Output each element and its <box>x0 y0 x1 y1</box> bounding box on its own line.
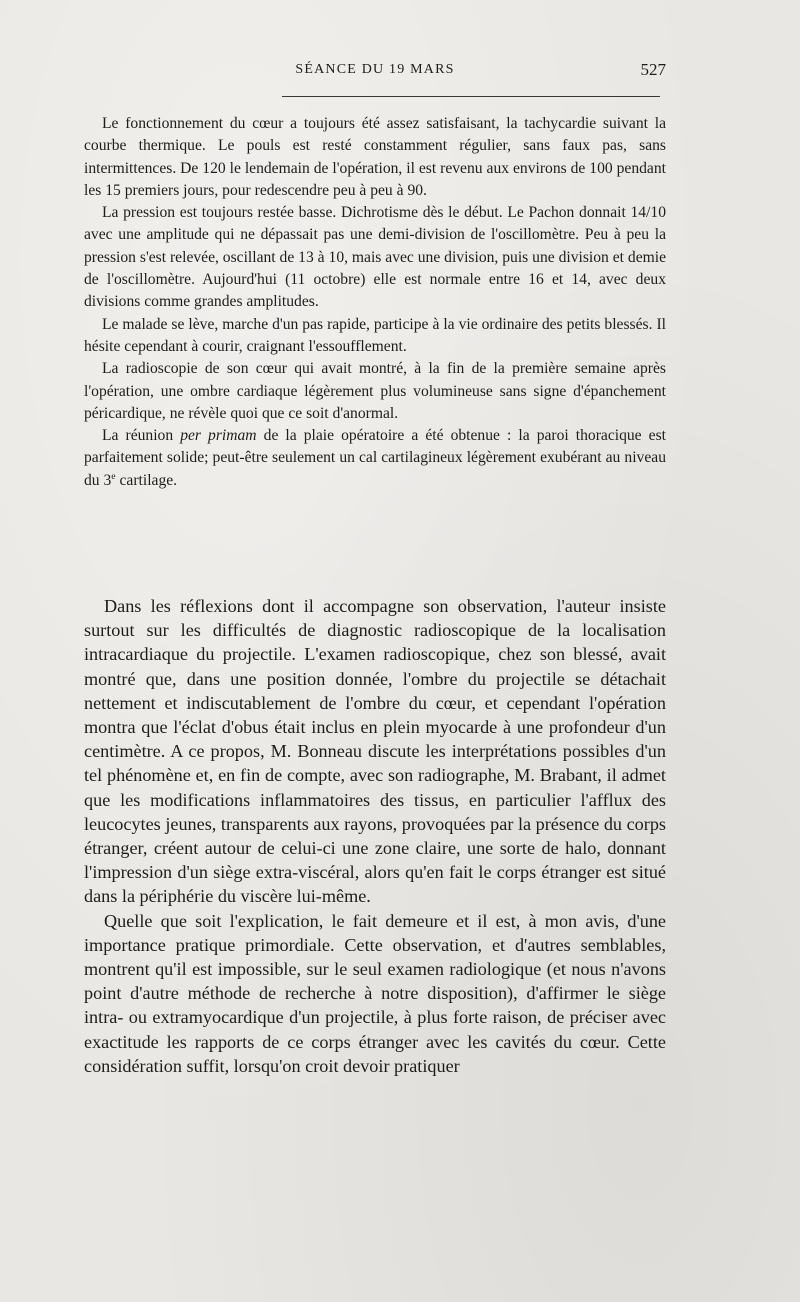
paragraph-wound-healing <box>84 425 666 492</box>
header-title: SÉANCE DU 19 MARS <box>295 62 455 77</box>
paragraph-radioscopy: La radioscopie de son cœur qui avait montré, à la fin de la première semaine après l'opération, une ombre cardiaque légèrement plus volumineuse sans signe d'épanchement péricardique, ne révèle quoi que ce soit d'anormal. <box>84 360 666 422</box>
wound-text-a: La réunion <box>102 427 174 445</box>
paragraph-author-reflections: Dans les réflexions dont il accompagne son observation, l'auteur insiste surtout sur les difficultés de diagnostic radioscopique de la localisation intracardiaque du projectile. L'examen radioscopique, chez son blessé, avait montré que, dans une position donnée, l'ombre du projectile se détachait nettement et indiscutablement de l'ombre du cœur, et cependant l'opération montra que l'éclat d'obus était inclus en plein myocarde à une profondeur d'un centimètre. A ce propos, M. Bonneau discute les interprétations possibles d'un tel phénomène et, en fin de compte, avec son radiographe, M. Brabant, il admet que les modifications inflammatoires des tissus, en particulier l'afflux des leucocytes jeunes, transparents aux rayons, provoquées par la présence du corps étranger, créent autour de celui-ci une zone claire, une sorte de halo, donnant l'impression d'un siège extra-viscéral, alors qu'en fait le corps étranger est situé dans la périphérie du viscère lui-même. <box>84 596 666 907</box>
ordinal-superscript: e <box>111 470 116 482</box>
header-rule <box>282 96 660 97</box>
case-report-block <box>84 113 666 492</box>
paragraph-heart-function: Le fonctionnement du cœur a toujours été assez satisfaisant, la tachycardie suivant la courbe thermique. Le pouls est resté constamment régulier, sans faux pas, sans intermittences. De 120 le lendemain de l'opération, il est revenu aux environs de 100 pendant les 15 premiers jours, pour redescendre peu à peu à 90. <box>84 115 666 199</box>
commentary-block <box>84 594 666 1078</box>
paragraph-blood-pressure: La pression est toujours restée basse. Dichrotisme dès le début. Le Pachon donnait 14/10 avec une amplitude qui ne dépassait pas une demi-division de l'oscillomètre. Peu à peu la pression s'est relevée, oscillant de 13 à 10, mais avec une division, puis une division et demie de l'oscillomètre. Aujourd'hui (11 octobre) elle est normale entre 16 et 14, avec deux divisions comme grandes amplitudes. <box>84 204 666 311</box>
running-header <box>84 60 666 86</box>
wound-text-c: cartilage. <box>119 471 178 489</box>
paragraph-patient-activity: Le malade se lève, marche d'un pas rapide, participe à la vie ordinaire des petits blessés. Il hésite cependant à courir, craignant l'essoufflement. <box>84 315 666 355</box>
wound-text-b: de la plaie opératoire a été obtenue : la paroi thoracique est parfaitement solide; peut-être seulement un cal cartilagineux légèrement exubérant au niveau du 3 <box>84 427 666 489</box>
latin-phrase: per primam <box>180 427 257 445</box>
paragraph-practical-importance: Quelle que soit l'explication, le fait demeure et il est, à mon avis, d'une importance pratique primordiale. Cette observation, et d'autres semblables, montrent qu'il est impossible, sur le seul examen radiologique (et nous n'avons point d'autre méthode de recherche à notre disposition), d'affirmer le siège intra- ou extramyocardique d'un projectile, à plus forte raison, de préciser avec exactitude les rapports de ce corps étranger avec les cavités du cœur. Cette considération suffit, lorsqu'on croit devoir pratiquer <box>84 910 666 1076</box>
page-number: 527 <box>640 60 666 79</box>
